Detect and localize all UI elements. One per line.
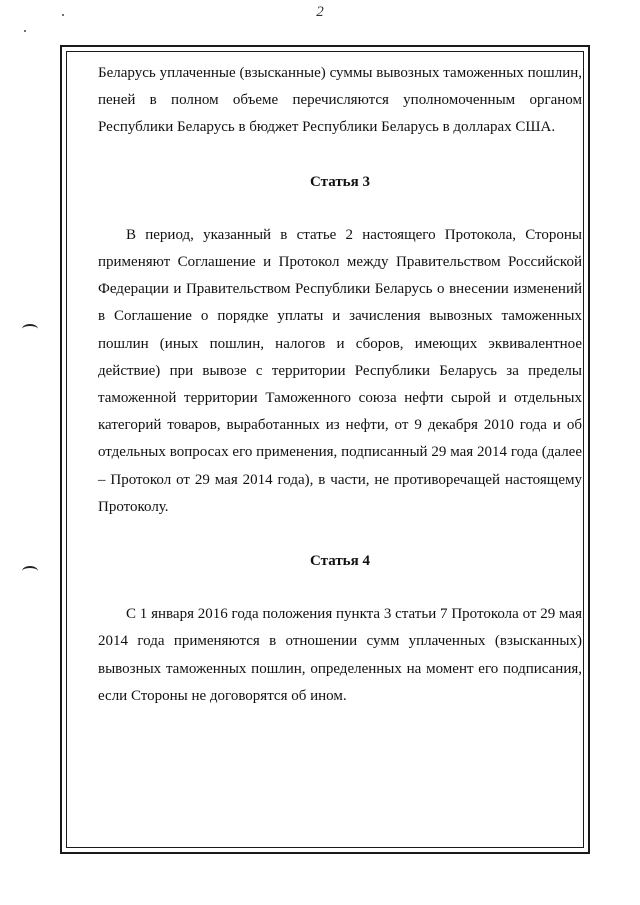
punch-hole-mark <box>22 566 38 576</box>
document-body <box>98 60 582 710</box>
paragraph-continuation: Беларусь уплаченные (взысканные) суммы вывозных таможенных пошлин, пеней в полном объеме перечисляются уполномоченным органом Республики Беларусь в бюджет Республики Беларусь в долларах США. <box>98 65 582 136</box>
article-3-paragraph: В период, указанный в статье 2 настоящего Протокола, Стороны применяют Соглашение и Протокол между Правительством Российской Федерации и Правительством Республики Беларусь о внесении изменений в Соглашение о порядке уплаты и зачисления вывозных таможенных пошлин (иных пошлин, налогов и сборов, имеющих эквивалентное действие) при вывозе с территории Республики Беларусь за пределы таможенной территории Таможенного союза нефти сырой и отдельных категорий товаров, выработанных из нефти, от 9 декабря 2010 года и об отдельных вопросах его применения, подписанный 29 мая 2014 года (далее – Протокол от 29 мая 2014 года), в части, не противоречащей настоящему Протоколу. <box>98 226 582 515</box>
scan-speck <box>62 14 64 16</box>
article-4-heading: Статья 4 <box>310 553 370 570</box>
scan-speck <box>24 30 26 32</box>
article-3-heading: Статья 3 <box>310 173 370 190</box>
page-number: 2 <box>316 4 324 20</box>
punch-hole-mark <box>22 324 38 334</box>
article-4-paragraph: С 1 января 2016 года положения пункта 3 статьи 7 Протокола от 29 мая 2014 года применяются в отношении сумм уплаченных (взысканных) вывозных таможенных пошлин, определенных на момент его подписания, если Стороны не договорятся об ином. <box>98 606 582 704</box>
